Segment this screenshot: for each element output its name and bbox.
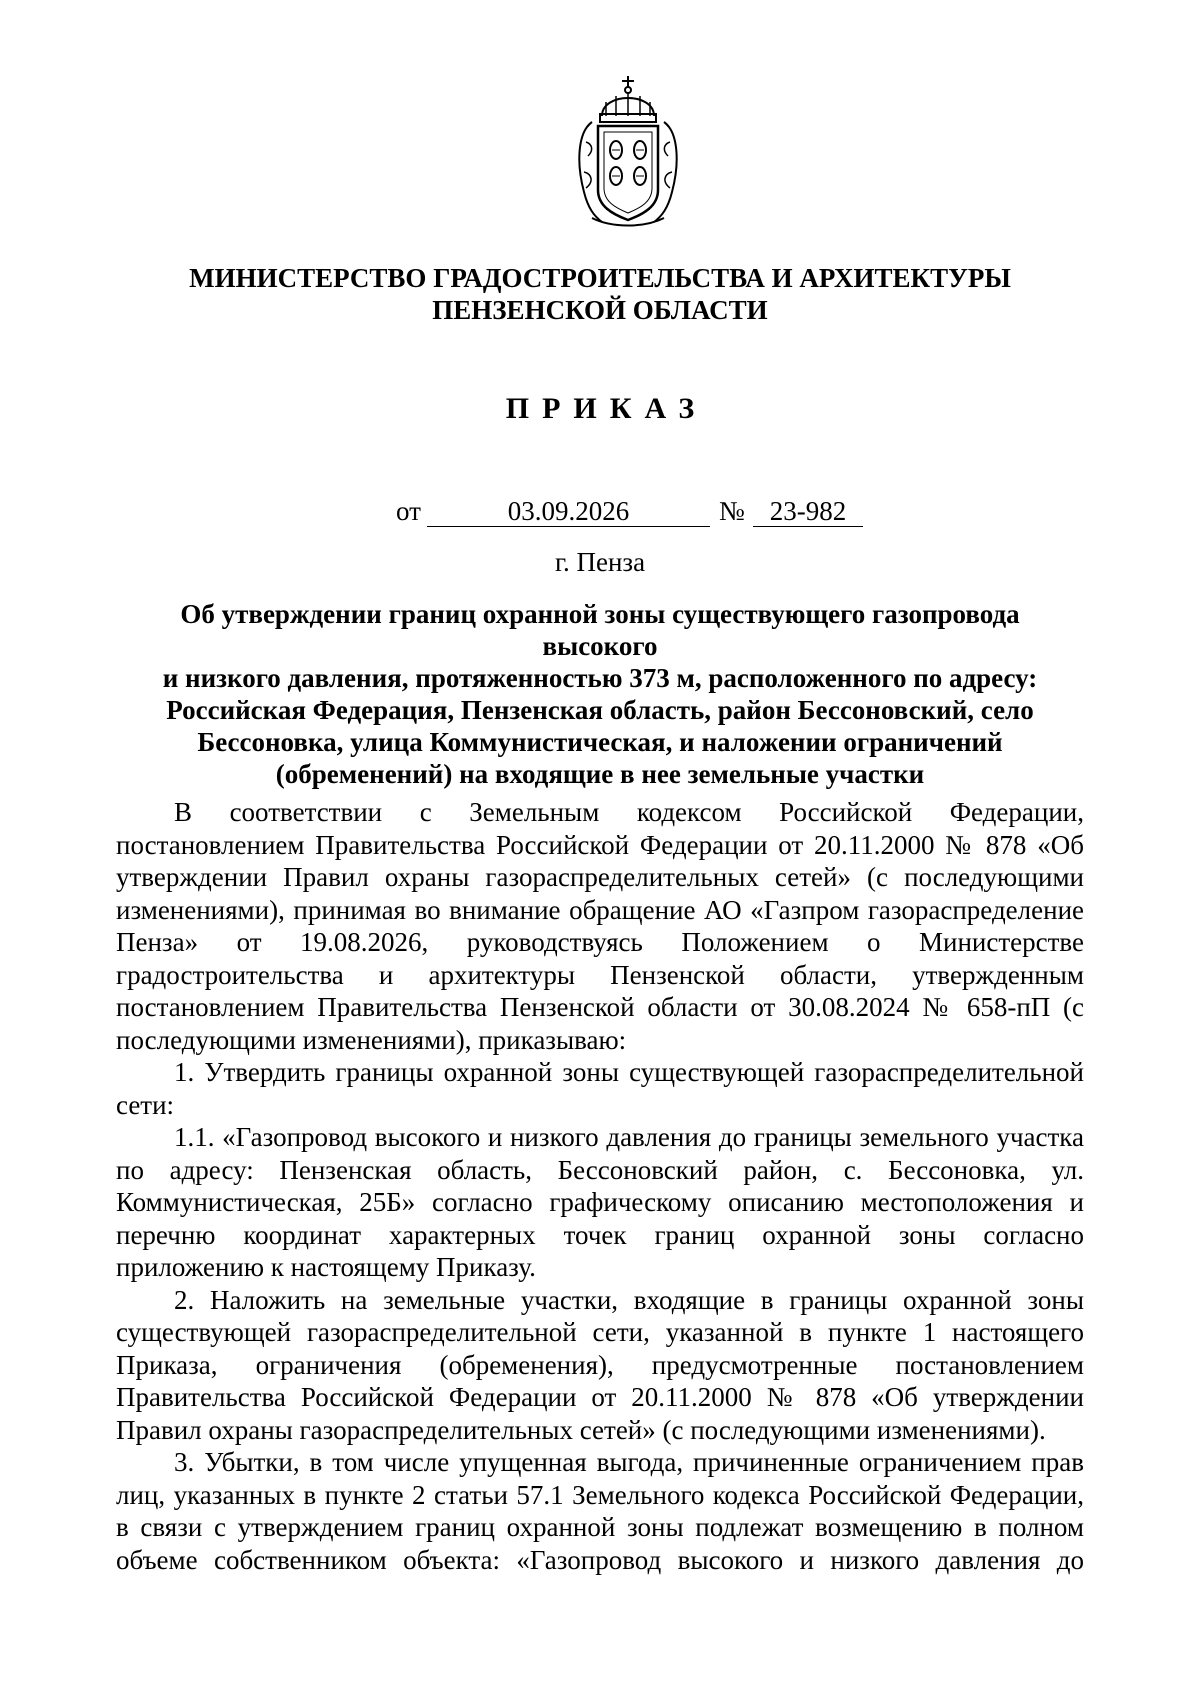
subject-line: (обременений) на входящие в нее земельные участки [275,759,925,789]
number-label: № [719,496,745,526]
item-2-paragraph: 2. Наложить на земельные участки, входящие в границы охранной зоны существующей газораспределительной сети, указанной в пункте 1 настоящего Приказа, ограничения (обременения), предусмотренные постановлением Правительства Российской Федерации от 20.11.2000 № 878 «Об утверждении Правил охраны газораспределительных сетей» (с последующими изменениями). [116,1284,1084,1445]
order-title: ПРИКАЗ [505,392,708,425]
order-city: г. Пенза [554,547,646,577]
item-3-paragraph: 3. Убытки, в том числе упущенная выгода, причиненные ограничением прав лиц, указанных в пункте 2 статьи 57.1 Земельного кодекса Российской Федерации, в связи с утверждением границ охранной зоны подлежат возмещению в полном объеме собственником объекта: «Газопровод высокого и низкого давления до [116,1447,1084,1575]
ministry-name-line1: МИНИСТЕРСТВО ГРАДОСТРОИТЕЛЬСТВА И АРХИТЕКТУРЫ [189,263,1011,293]
preamble-paragraph: В соответствии с Земельным кодексом Российской Федерации, постановлением Правительства Российской Федерации от 20.11.2000 № 878 «Об утверждении Правил охраны газораспределительных сетей» (с последующими изменениями), принимая во внимание обращение АО «Газпром газораспределение Пенза» от 19.08.2026, руководствуясь Положением о Министерстве градостроительства и архитектуры Пензенской области, утвержденным постановлением Правительства Пензенской области от 30.08.2024 № 658-пП (с последующими изменениями), приказываю: [116,797,1084,1055]
subject-line: Об утверждении границ охранной зоны существующего газопровода высокого [180,599,1020,661]
order-date: 03.09.2026 [427,496,710,527]
ministry-name-line2: ПЕНЗЕНСКОЙ ОБЛАСТИ [432,295,768,325]
subject-line: и низкого давления, протяженностью 373 м, расположенного по адресу: [162,663,1038,693]
coat-of-arms-emblem [572,72,684,232]
order-body [116,796,1084,1576]
subject-line: Российская Федерация, Пензенская область, район Бессоновский, село [166,695,1034,725]
subject-line: Бессоновка, улица Коммунистическая, и наложении ограничений [197,727,1003,757]
item-1-1-paragraph: 1.1. «Газопровод высокого и низкого давления до границы земельного участка по адресу: Пензенская область, Бессоновский район, с. Бессоновка, ул. Коммунистическая, 25Б» согласно графическому описанию местоположения и перечню координат характерных точек границ охранной зоны согласно приложению к настоящему Приказу. [116,1122,1084,1282]
order-number: 23-982 [753,496,863,527]
order-subject [120,598,1080,790]
ministry-name [0,262,1200,326]
date-from-label: от [396,496,421,526]
item-1-paragraph: 1. Утвердить границы охранной зоны существующей газораспределительной сети: [116,1057,1084,1120]
